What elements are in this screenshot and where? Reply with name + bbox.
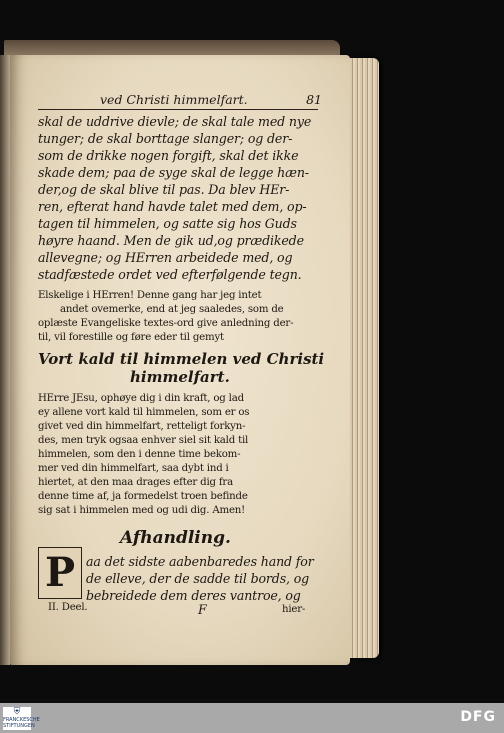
intro-line: andet ovemerke, end at jeg saaledes, som de: [60, 304, 284, 315]
afhandling-line: bebreidede dem deres vantroe, og: [86, 588, 301, 603]
prayer-line: HErre JEsu, ophøye dig i din kraft, og lad: [38, 393, 244, 404]
body-line: tunger; de skal borttage slanger; og der-: [38, 131, 293, 146]
body-line: allevegne; og HErren arbeidede med, og: [38, 250, 293, 265]
intro-line: oplæste Evangeliske textes-ord give anledning der-: [38, 318, 294, 329]
running-header: [100, 92, 322, 108]
dropcap-p: P: [38, 547, 82, 599]
prayer-line: himmelen, som den i denne time bekom-: [38, 449, 241, 460]
body-line: tagen til himmelen, og satte sig hos Guds: [38, 216, 297, 231]
catch-mark: F: [198, 602, 207, 617]
section-heading-line1: Vort kald til himmelen ved Christi: [38, 350, 325, 368]
prayer-line: des, men tryk ogsaa enhver siel sit kald til: [38, 435, 249, 446]
running-title: ved Christi himmelfart.: [100, 92, 248, 107]
header-rule: [38, 109, 318, 110]
body-line: som de drikke nogen forgift, skal det ikke: [38, 148, 299, 163]
catchword: hier-: [282, 604, 306, 615]
body-line: skade dem; paa de syge skal de legge hæn-: [38, 165, 309, 180]
afhandling-line: aa det sidste aabenbaredes hand for: [86, 554, 314, 569]
book-top-edge: [4, 40, 340, 56]
prayer-line: sig sat i himmelen med og udi dig. Amen!: [38, 505, 246, 516]
body-line: der,og de skal blive til pas. Da blev HEr-: [38, 182, 290, 197]
dfg-logo[interactable]: DFG: [460, 709, 496, 725]
prayer-line: givet ved din himmelfart, retteligt forkyn-: [38, 421, 246, 432]
viewer-footer-bar: [0, 703, 504, 733]
franckesche-stiftungen-logo[interactable]: [3, 707, 40, 730]
crest-icon: ⛨: [13, 707, 21, 717]
body-line: skal de uddrive dievle; de skal tale med nye: [38, 114, 312, 129]
prayer-line: ey allene vort kald til himmelen, som er os: [38, 407, 250, 418]
body-line: høyre haand. Men de gik ud,og prædikede: [38, 233, 304, 248]
body-line: ren, efterat hand havde talet med dem, op-: [38, 199, 307, 214]
prayer-line: hiertet, at den maa drages efter dig fra: [38, 477, 233, 488]
afhandling-line: de elleve, der de sadde til bords, og: [86, 571, 310, 586]
section-heading-line2: himmelfart.: [130, 368, 230, 386]
intro-line: Elskelige i HErren! Denne gang har jeg intet: [38, 290, 262, 301]
left-logo-text: FRANCKESCHE STIFTUNGEN: [3, 717, 40, 729]
prayer-line: denne time af, ja formedelst troen befinde: [38, 491, 248, 502]
signature-mark: II. Deel.: [48, 602, 88, 613]
book-spine: [0, 55, 10, 665]
afhandling-heading: Afhandling.: [120, 528, 231, 548]
body-line: stadfæstede ordet ved efterfølgende tegn.: [38, 267, 302, 282]
prayer-line: mer ved din himmelfart, saa dybt ind i: [38, 463, 229, 474]
page-number: 81: [306, 92, 322, 107]
intro-line: til, vil forestille og føre eder til gemyt: [38, 332, 224, 343]
